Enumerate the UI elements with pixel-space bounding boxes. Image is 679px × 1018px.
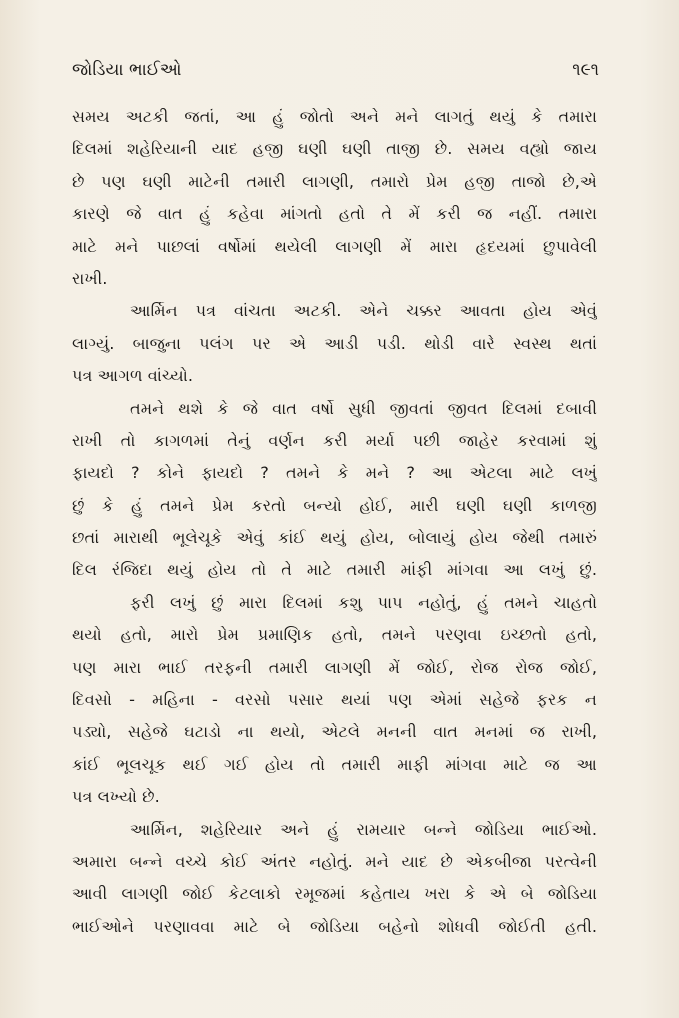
- text-line: માટે મને પાછલાં વર્ષોમાં થયેલી લાગણી મેં મારા હૃદયમાં છુપાવેલી: [72, 236, 597, 256]
- text-line: રાખી.: [72, 268, 108, 288]
- running-title: જોડિયા ભાઈઓ: [72, 60, 182, 80]
- text-line: પડ્યો, સહેજે ઘટાડો ના થયો, એટલે મનની વાત મનમાં જ રાખી,: [72, 722, 597, 742]
- body-text: [72, 101, 597, 943]
- page-number: ૧૯૧: [572, 60, 599, 80]
- text-line: થયો હતો, મારો પ્રેમ પ્રમાણિક હતો, તમને પરણવા ઇચ્છતો હતો,: [72, 625, 597, 645]
- text-line: સમય અટકી જતાં, આ હું જોતો અને મને લાગતું થયું કે તમારા: [72, 107, 597, 126]
- text-line: દિલમાં શહેરિયાની યાદ હજી ઘણી ઘણી તાજી છે. સમય વહ્યો જાય: [72, 139, 597, 159]
- text-line: ફાયદો ? કોને ફાયદો ? તમને કે મને ? આ એટલા માટે લખું: [72, 463, 597, 483]
- page-header: [72, 60, 599, 90]
- text-line: ફરી લખું છું મારા દિલમાં કશુ પાપ નહોતું, હું તમને ચાહતો: [130, 592, 597, 612]
- text-line: પત્ર આગળ વાંચ્યો.: [72, 366, 193, 386]
- text-line: પત્ર લખ્યો છે.: [72, 787, 160, 807]
- text-line: ભાઈઓને પરણાવવા માટે બે જોડિયા બહેનો શોધવી જોઈતી હતી.: [72, 916, 597, 936]
- text-line: આર્મિન, શહેરિયાર અને હું રામયાર બન્ને જોડિયા ભાઈઓ.: [130, 819, 597, 839]
- text-line: દિલ રંજિદા થયું હોય તો તે માટે તમારી માંફી માંગવા આ લખું છું.: [72, 560, 597, 580]
- text-line: આવી લાગણી જોઈ કેટલાકો રમૂજમાં કહેતાય ખરા કે એ બે જોડિયા: [72, 884, 597, 904]
- text-line: કાંઈ ભૂલચૂક થઈ ગઈ હોય તો તમારી માફી માંગવા માટે જ આ: [72, 754, 597, 774]
- text-line: છતાં મારાથી ભૂલેચૂકે એવું કાંઈ થયું હોય, બોલાયું હોય જેથી તમારું: [72, 528, 597, 548]
- text-line: આર્મિન પત્ર વાંચતા અટકી. એને ચક્કર આવતા હોય એવું: [130, 301, 597, 321]
- text-line: છું કે હું તમને પ્રેમ કરતો બન્યો હોઈ, મારી ઘણી ઘણી કાળજી: [72, 495, 597, 515]
- text-line: છે પણ ઘણી માટેની તમારી લાગણી, તમારો પ્રેમ હજી તાજો છે,એ: [72, 171, 597, 191]
- text-line: અમારા બન્ને વચ્ચે કોઈ અંતર નહોતું. મને યાદ છે એકબીજા પરત્વેની: [72, 851, 597, 871]
- text-line: તમને થશે કે જે વાત વર્ષો સુધી જીવતાં જીવત દિલમાં દબાવી: [130, 398, 597, 418]
- text-line: રાખી તો કાગળમાં તેનું વર્ણન કરી મર્યા પછી જાહેર કરવામાં શું: [72, 430, 597, 450]
- text-line: દિવસો - મહિના - વરસો પસાર થયાં પણ એમાં સહેજે ફરક ન: [72, 690, 597, 710]
- text-line: કારણે જે વાત હું કહેવા માંગતો હતો તે મેં કરી જ નહીં. તમારા: [72, 204, 597, 224]
- text-line: પણ મારા ભાઈ તરફની તમારી લાગણી મેં જોઈ, રોજ રોજ જોઈ,: [72, 657, 597, 677]
- text-line: લાગ્યું. બાજુના પલંગ પર એ આડી પડી. થોડી વારે સ્વસ્થ થતાં: [72, 333, 597, 353]
